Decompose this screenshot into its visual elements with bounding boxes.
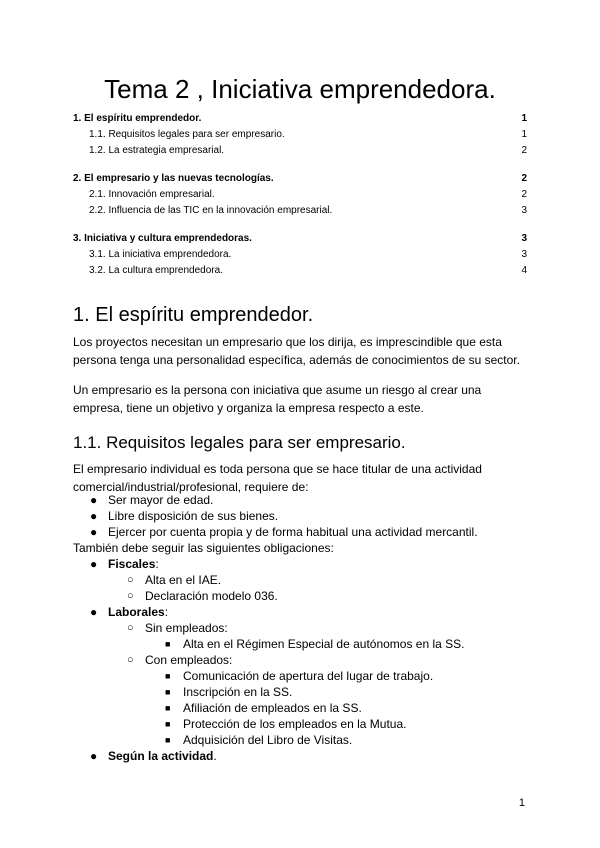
toc-entry-page: 3 <box>521 249 527 260</box>
list-item: ■ Inscripción en la SS. <box>165 685 293 699</box>
toc-entry[interactable] <box>73 263 527 279</box>
bullet-disc-icon: ● <box>90 509 98 523</box>
toc-entry-page: 3 <box>521 233 527 244</box>
bullet-square-icon: ■ <box>165 687 171 697</box>
toc-entry-label: 1. El espíritu emprendedor. <box>73 113 202 124</box>
obligations-list <box>73 492 533 764</box>
bullet-disc-icon: ● <box>90 525 98 539</box>
toc-entry[interactable] <box>73 143 527 159</box>
bullet-square-icon: ■ <box>165 719 171 729</box>
toc-entry[interactable] <box>73 171 527 187</box>
toc-entry-label: 2.1. Innovación empresarial. <box>89 189 215 200</box>
toc-entry-page: 2 <box>521 173 527 184</box>
list-item: ○ Con empleados: <box>127 653 233 667</box>
toc-entry[interactable] <box>73 247 527 263</box>
list-item: ● Ser mayor de edad. <box>90 493 214 507</box>
toc-entry-page: 2 <box>521 189 527 200</box>
list-item: ○ Sin empleados: <box>127 621 228 635</box>
toc-entry[interactable] <box>73 127 527 143</box>
list-item: ○ Declaración modelo 036. <box>127 589 278 603</box>
toc-entry[interactable] <box>73 203 527 219</box>
table-of-contents <box>73 111 527 279</box>
list-item: ● Laborales : <box>90 605 169 619</box>
toc-entry-page: 1 <box>521 129 527 140</box>
toc-entry-page: 2 <box>521 145 527 156</box>
bullet-disc-icon: ● <box>90 557 98 571</box>
paragraph: Los proyectos necesitan un empresario que los dirija, es imprescindible que esta persona tenga una personalidad específica, además de conocimientos de su sector. <box>73 335 520 367</box>
toc-entry-label: 2. El empresario y las nuevas tecnologías. <box>73 173 274 184</box>
bullet-square-icon: ■ <box>165 735 171 745</box>
paragraph: El empresario individual es toda persona que se hace titular de una actividad comercial/industrial/profesional, requiere de: <box>73 462 482 494</box>
toc-entry-label: 1.1. Requisitos legales para ser empresario. <box>89 129 285 140</box>
toc-entry-label: 2.2. Influencia de las TIC en la innovación empresarial. <box>89 205 333 216</box>
bullet-circle-icon: ○ <box>127 590 134 602</box>
toc-entry[interactable] <box>73 187 527 203</box>
bullet-square-icon: ■ <box>165 671 171 681</box>
bullet-disc-icon: ● <box>90 493 98 507</box>
page-number: 1 <box>518 797 525 809</box>
toc-entry-label: 3.1. La iniciativa emprendedora. <box>89 249 232 260</box>
bullet-square-icon: ■ <box>165 703 171 713</box>
list-item: ● Ejercer por cuenta propia y de forma habitual una actividad mercantil. <box>90 525 478 539</box>
section-heading: 1. El espíritu emprendedor. <box>73 304 314 326</box>
list-item: ■ Protección de los empleados en la Mutua. <box>165 717 407 731</box>
bullet-circle-icon: ○ <box>127 574 134 586</box>
toc-entry-page: 3 <box>521 205 527 216</box>
document-title: Tema 2 , Iniciativa emprendedora. <box>104 74 496 104</box>
bullet-disc-icon: ● <box>90 749 98 763</box>
paragraph: Un empresario es la persona con iniciativa que asume un riesgo al crear una empresa, tiene un objetivo y organiza la empresa respecto a este. <box>73 383 482 415</box>
list-item: ● Según la actividad . <box>90 749 217 763</box>
list-item: ■ Afiliación de empleados en la SS. <box>165 701 362 715</box>
list-item: ■ Alta en el Régimen Especial de autónomos en la SS. <box>165 637 465 651</box>
bullet-disc-icon: ● <box>90 605 98 619</box>
bullet-square-icon: ■ <box>165 639 171 649</box>
list-item: ■ Adquisición del Libro de Visitas. <box>165 733 353 747</box>
toc-entry-label: 3.2. La cultura emprendedora. <box>89 265 223 276</box>
subsection-heading: 1.1. Requisitos legales para ser empresario. <box>73 433 406 452</box>
toc-entry[interactable] <box>73 231 527 247</box>
toc-entry[interactable] <box>73 111 527 127</box>
paragraph: También debe seguir las siguientes obligaciones: <box>73 541 334 555</box>
toc-entry-label: 3. Iniciativa y cultura emprendedoras. <box>73 233 252 244</box>
bullet-circle-icon: ○ <box>127 622 134 634</box>
list-item: ○ Alta en el IAE. <box>127 573 222 587</box>
toc-entry-page: 4 <box>521 265 527 276</box>
list-item: ● Fiscales : <box>90 557 159 571</box>
toc-entry-label: 1.2. La estrategia empresarial. <box>89 145 225 156</box>
bullet-circle-icon: ○ <box>127 654 134 666</box>
toc-entry-page: 1 <box>521 113 527 124</box>
list-item: ■ Comunicación de apertura del lugar de trabajo. <box>165 669 434 683</box>
list-item: ● Libre disposición de sus bienes. <box>90 509 279 523</box>
